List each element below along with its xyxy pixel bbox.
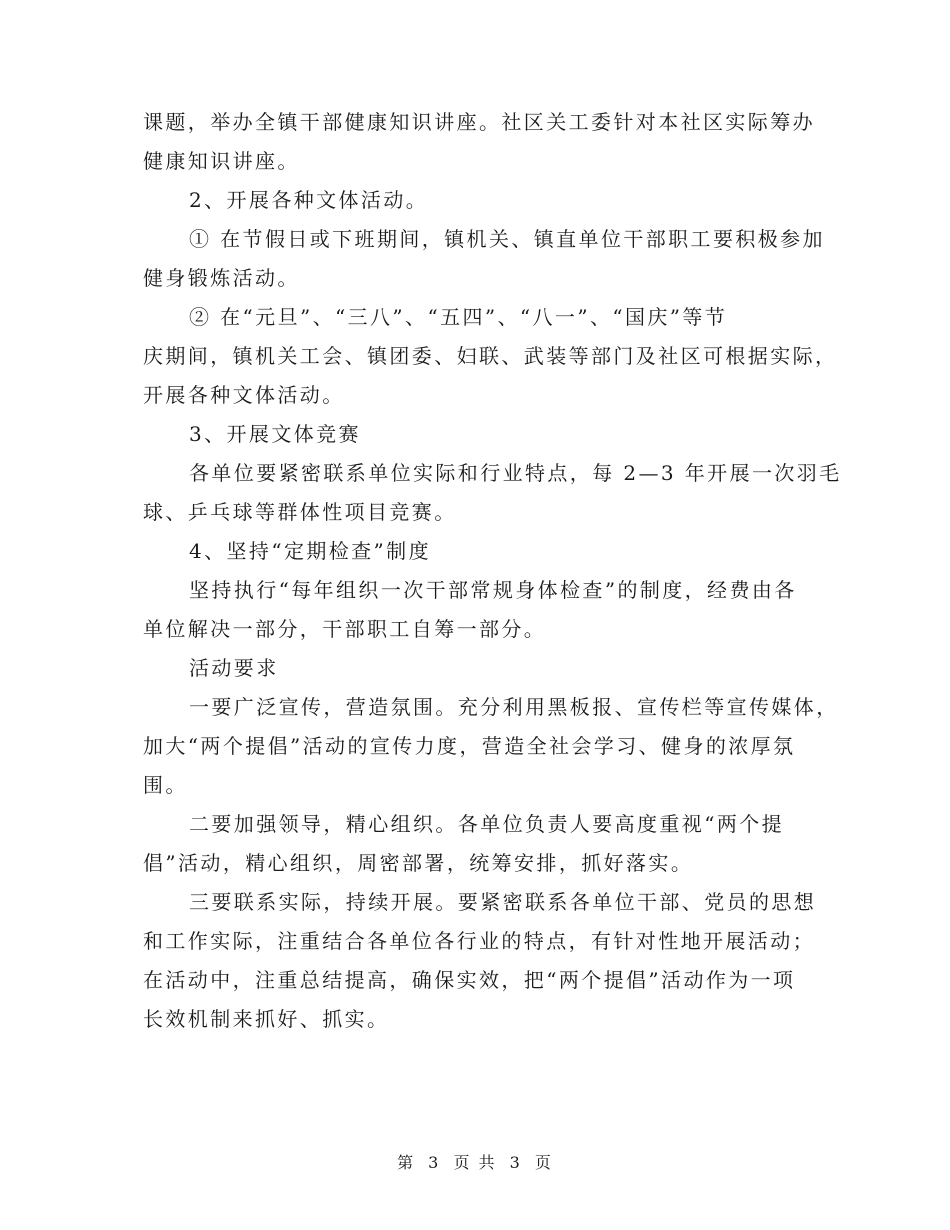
- text-line: 健康知识讲座。: [143, 149, 300, 173]
- text-line: 加大“两个提倡”活动的宣传力度，营造全社会学习、健身的浓厚氛: [143, 734, 796, 758]
- section-heading: 活动要求: [189, 656, 279, 680]
- text-line: 课题，举办全镇干部健康知识讲座。社区关工委针对本社区实际筹办: [143, 110, 815, 134]
- page-footer: [0, 1150, 950, 1173]
- text-line: ② 在“元旦”、“三八”、“五四”、“八一”、“国庆”等节: [189, 305, 728, 329]
- text-line: 一要广泛宣传，营造氛围。充分利用黑板报、宣传栏等宣传媒体，: [189, 695, 839, 719]
- section-heading: 3、开展文体竞赛: [189, 422, 361, 446]
- text-line: 倡”活动，精心组织，周密部署，统筹安排，抓好落实。: [143, 851, 694, 875]
- text-line: 和工作实际，注重结合各单位各行业的特点，有针对性地开展活动；: [143, 929, 815, 953]
- text-line: 开展各种文体活动。: [143, 383, 345, 407]
- text-line: 各单位要紧密联系单位实际和行业特点，每 2—3 年开展一次羽毛: [189, 461, 842, 485]
- section-heading: 4、坚持“定期检查”制度: [189, 539, 431, 563]
- current-page-number: 3: [428, 1153, 441, 1172]
- text-line: 庆期间，镇机关工会、镇团委、妇联、武装等部门及社区可根据实际，: [143, 344, 838, 368]
- text-line: 单位解决一部分，干部职工自筹一部分。: [143, 617, 547, 641]
- footer-suffix: 页: [534, 1153, 553, 1172]
- text-line: 围。: [143, 773, 188, 797]
- text-line: 二要加强领导，精心组织。各单位负责人要高度重视“两个提: [189, 812, 785, 836]
- footer-prefix: 第: [397, 1153, 416, 1172]
- text-line: 坚持执行“每年组织一次干部常规身体检查”的制度，经费由各: [189, 578, 797, 602]
- text-line: 在活动中，注重总结提高，确保实效，把“两个提倡”活动作为一项: [143, 968, 796, 992]
- text-line: 健身锻炼活动。: [143, 266, 300, 290]
- body-text: [143, 103, 842, 1039]
- text-line: 长效机制来抓好、抓实。: [143, 1007, 390, 1031]
- text-line: 三要联系实际，持续开展。要紧密联系各单位干部、党员的思想: [189, 890, 817, 914]
- text-line: 球、乒乓球等群体性项目竞赛。: [143, 500, 457, 524]
- section-heading: 2、开展各种文体活动。: [189, 188, 429, 212]
- total-page-number: 3: [509, 1153, 522, 1172]
- footer-mid: 页 共: [453, 1153, 497, 1172]
- text-line: ① 在节假日或下班期间，镇机关、镇直单位干部职工要积极参加: [189, 227, 825, 251]
